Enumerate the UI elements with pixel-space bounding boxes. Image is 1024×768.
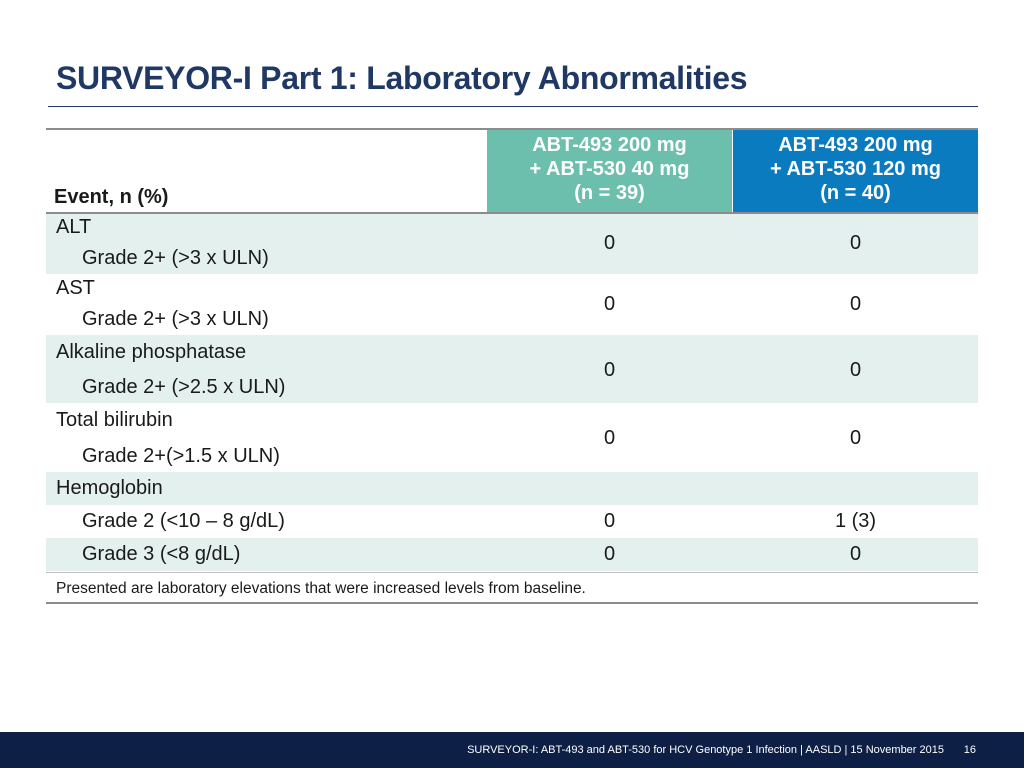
table-row-hemoglobin-grade-2 [46,505,978,538]
table-row-total-bilirubin [46,403,978,472]
event-label: Hemoglobin [56,477,163,499]
event-column-header: Event, n (%) [54,186,169,208]
value-40mg: 0 [603,293,616,315]
grade-label: Grade 3 (<8 g/dL) [82,543,241,565]
grade-label: Grade 2+(>1.5 x ULN) [82,445,280,467]
value-120mg: 0 [849,543,862,565]
column-header-line: + ABT-530 120 mg [769,158,941,180]
table-footnote: Presented are laboratory elevations that were increased levels from baseline. [56,580,586,597]
event-label: Total bilirubin [56,409,173,431]
event-label: ALT [56,216,92,238]
event-label: Alkaline phosphatase [56,341,247,363]
table-row-alt [46,214,978,274]
column-header-line: ABT-493 200 mg [778,134,933,156]
grade-label: Grade 2 (<10 – 8 g/dL) [82,510,285,532]
grade-label: Grade 2+ (>3 x ULN) [82,247,269,269]
table-row-hemoglobin-grade-3 [46,538,978,571]
value-120mg: 1 (3) [834,510,877,532]
value-40mg: 0 [603,510,616,532]
column-header-line: + ABT-530 40 mg [529,158,690,180]
value-120mg: 0 [849,427,862,449]
event-label: AST [56,277,95,299]
column-header-line: ABT-493 200 mg [532,134,687,156]
value-120mg: 0 [849,232,862,254]
page-number: 16 [963,744,976,756]
column-header-line: (n = 40) [820,182,891,204]
title-divider [48,106,978,107]
value-40mg: 0 [603,359,616,381]
footer-bar [0,732,1024,768]
slide-title: SURVEYOR-I Part 1: Laboratory Abnormalities [56,60,748,96]
value-120mg: 0 [849,293,862,315]
value-40mg: 0 [603,543,616,565]
footer-citation: SURVEYOR-I: ABT-493 and ABT-530 for HCV Genotype 1 Infection | AASLD | 15 November 2015 [467,744,944,756]
value-120mg: 0 [849,359,862,381]
table-header [46,130,978,212]
dose-120mg-column-header [733,130,978,212]
table-row-hemoglobin [46,472,978,505]
column-header-line: (n = 39) [574,182,645,204]
value-40mg: 0 [603,232,616,254]
dose-40mg-column-header [487,130,732,212]
table-row-alkaline-phosphatase [46,335,978,403]
footnote-top-rule [46,572,978,573]
table-row-ast [46,274,978,335]
table-bottom-rule [46,602,978,604]
grade-label: Grade 2+ (>2.5 x ULN) [82,376,286,398]
value-40mg: 0 [603,427,616,449]
grade-label: Grade 2+ (>3 x ULN) [82,308,269,330]
